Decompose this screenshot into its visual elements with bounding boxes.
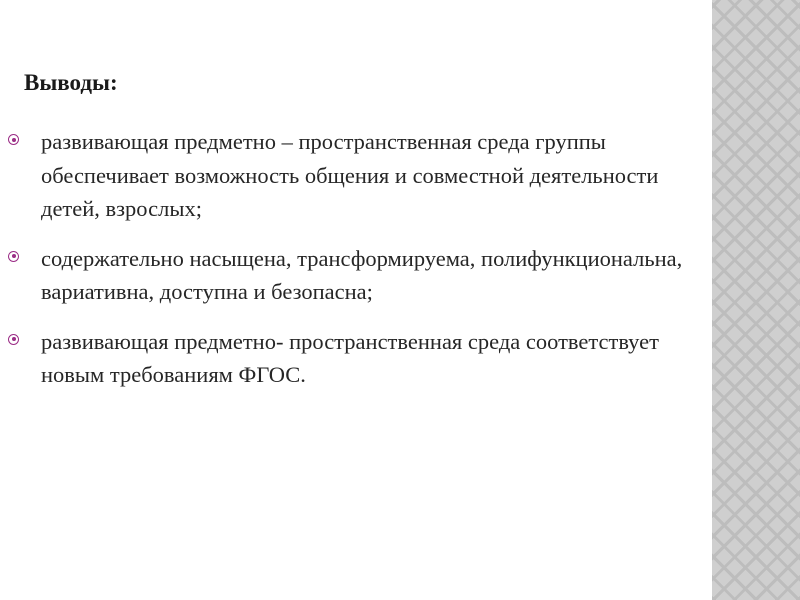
- bullet-item: [8, 125, 718, 226]
- bullet-text: развивающая предметно – пространственная среда группы обеспечивает возможность общения и совместной деятельности детей, взрослых;: [41, 129, 659, 221]
- bullet-item: [8, 242, 718, 309]
- circle-bullet-icon: [8, 134, 19, 145]
- bullet-text: содержательно насыщена, трансформируема, полифункциональна, вариативна, доступна и безопасна;: [41, 245, 683, 304]
- decorative-side-panel: [712, 0, 800, 600]
- bullet-item: [8, 325, 718, 392]
- bullet-text: развивающая предметно- пространственная среда соответствует новым требованиям ФГОС.: [41, 328, 659, 387]
- slide-title: Выводы:: [24, 70, 118, 95]
- bullet-list: [8, 125, 718, 408]
- circle-bullet-icon: [8, 334, 19, 345]
- circle-bullet-icon: [8, 251, 19, 262]
